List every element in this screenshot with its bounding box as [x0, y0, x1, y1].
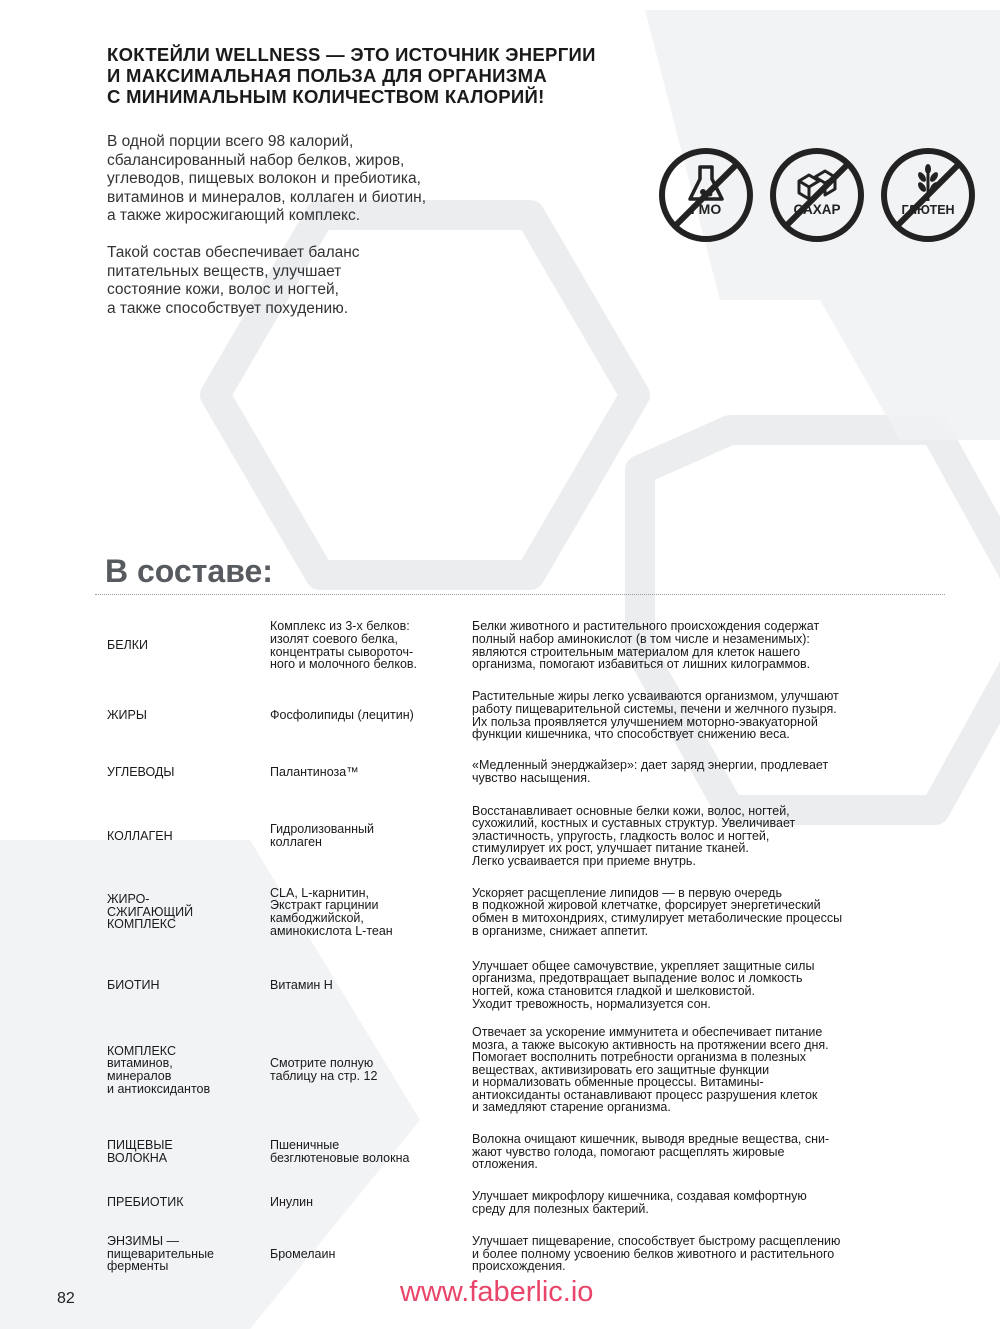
source-line: Палантиноза™ — [270, 764, 359, 779]
intro-line: углеводов, пищевых волокон и пребиотика, — [107, 170, 421, 188]
description-line: мозга, а также высокую активность на протяжении всего дня. — [472, 1037, 829, 1052]
ingredient-description — [472, 615, 942, 676]
intro-line: витаминов и минералов, коллаген и биотин, — [107, 188, 427, 206]
intro-paragraph-2 — [107, 244, 527, 318]
name-line: БИОТИН — [107, 977, 160, 992]
ingredient-name — [107, 882, 257, 942]
intro-line: состояние кожи, волос и ногтей, — [107, 281, 339, 299]
description-line: Волокна очищают кишечник, выводя вредные вещества, сни- — [472, 1132, 830, 1147]
ingredient-source — [270, 955, 460, 1015]
description-line: Отвечает за ускорение иммунитета и обеспечивает питание — [472, 1024, 823, 1039]
table-row — [0, 882, 1000, 942]
description-line: работу пищеварительной системы, печени и желчного пузыря. — [472, 701, 837, 716]
intro-line: питательных веществ, улучшает — [107, 262, 342, 280]
intro-line: а также способствует похудению. — [107, 299, 349, 317]
description-line: функции кишечника, что способствует снижению веса. — [472, 727, 790, 742]
name-line: ПРЕБИОТИК — [107, 1195, 184, 1210]
description-line: Ускоряет расщепление липидов — в первую очередь — [472, 885, 782, 900]
name-line: ВОЛОКНА — [107, 1151, 168, 1165]
ingredient-name — [107, 955, 257, 1015]
description-line: в подкожной жировой клетчатке, форсирует энергетический — [472, 898, 821, 913]
ingredient-name — [107, 1025, 257, 1115]
no-gluten-badge — [880, 147, 976, 243]
table-row — [0, 685, 1000, 746]
description-line: Улучшает пищеварение, способствует быстрому расщеплению — [472, 1234, 841, 1249]
heading-line-2: И МАКСИМАЛЬНАЯ ПОЛЬЗА ДЛЯ ОРГАНИЗМА — [107, 65, 548, 86]
description-line: антиоксиданты останавливают процесс разрушения клеток — [472, 1087, 818, 1102]
description-line: и более полному усвоению белков животного и растительного — [472, 1246, 835, 1261]
intro-line: а также жиросжигающий комплекс. — [107, 207, 361, 225]
name-line: минералов — [107, 1069, 172, 1083]
source-line: Витамин Н — [270, 977, 333, 992]
source-line: изолят соевого белка, — [270, 631, 398, 646]
ingredient-description — [472, 800, 942, 872]
name-line: БЕЛКИ — [107, 638, 149, 653]
table-row — [0, 1234, 1000, 1274]
name-line: ПИЩЕВЫЕ — [107, 1138, 173, 1153]
table-row — [0, 615, 1000, 676]
badge-label: ГМО — [690, 201, 722, 217]
table-row — [0, 757, 1000, 787]
description-line: Восстанавливает основные белки кожи, волос, ногтей, — [472, 803, 790, 818]
name-line: ферменты — [107, 1259, 169, 1274]
source-line: ного и молочного белков. — [270, 657, 418, 672]
table-row — [0, 1132, 1000, 1172]
no-sugar-badge — [769, 147, 865, 243]
intro-paragraph-1 — [107, 133, 527, 226]
description-line: эластичность, упругость, гладкость волос и ногтей, — [472, 828, 770, 843]
footer-url-link[interactable]: www.faberlic.io — [400, 1276, 594, 1308]
section-title: В составе: — [105, 553, 273, 589]
source-line: Пшеничные — [270, 1138, 340, 1153]
name-line: КОМПЛЕКС — [107, 917, 176, 932]
source-line: Бромелаин — [270, 1246, 336, 1261]
heading-line-3: С МИНИМАЛЬНЫМ КОЛИЧЕСТВОМ КАЛОРИЙ! — [107, 86, 545, 107]
source-line: Фосфолипиды (лецитин) — [270, 708, 414, 723]
ingredient-name — [107, 757, 257, 787]
description-line: Растительные жиры легко усваиваются организмом, улучшают — [472, 689, 839, 704]
name-line: КОЛЛАГЕН — [107, 828, 173, 843]
description-line: и замедляют старение организма. — [472, 1100, 671, 1115]
heading-line-1: КОКТЕЙЛИ WELLNESS — ЭТО ИСТОЧНИК ЭНЕРГИИ — [107, 44, 596, 65]
ingredient-description — [472, 955, 942, 1015]
ingredient-source — [270, 685, 460, 746]
source-line: концентраты сывороточ- — [270, 644, 414, 659]
ingredient-source — [270, 615, 460, 676]
table-row — [0, 1189, 1000, 1216]
intro-line: Такой состав обеспечивает баланс — [107, 244, 360, 261]
description-line: отложения. — [472, 1157, 538, 1172]
source-line: Комплекс из 3-х белков: — [270, 619, 410, 634]
badge-label: САХАР — [793, 202, 841, 217]
ingredient-source — [270, 882, 460, 942]
source-line: Экстракт гарцинии — [270, 898, 379, 913]
name-line: и антиоксидантов — [107, 1081, 211, 1096]
no-gmo-badge — [658, 147, 754, 243]
intro-line: сбалансированный набор белков, жиров, — [107, 151, 405, 169]
name-line: ЖИРО- — [107, 892, 150, 907]
table-row — [0, 800, 1000, 872]
name-line: ЖИРЫ — [107, 708, 147, 723]
name-line: КОМПЛЕКС — [107, 1043, 176, 1058]
ingredient-description — [472, 882, 942, 942]
source-line: безглютеновые волокна — [270, 1151, 410, 1165]
description-line: веществах, активизировать его защитные функции — [472, 1062, 770, 1077]
description-line: Белки животного и растительного происхождения содержат — [472, 619, 820, 634]
page-heading — [107, 44, 667, 107]
source-line: CLA, L-карнитин, — [270, 885, 369, 900]
description-line: жают чувство голода, помогают расщеплять жировые — [472, 1144, 785, 1159]
ingredient-name — [107, 615, 257, 676]
description-line: Уходит тревожность, нормализуется сон. — [472, 996, 711, 1011]
ingredient-source — [270, 1132, 460, 1172]
description-line: Легко усваивается при приеме внутрь. — [472, 853, 696, 868]
ingredient-source — [270, 1234, 460, 1274]
description-line: и нормализовать обменные процессы. Витамины- — [472, 1075, 764, 1090]
table-row — [0, 955, 1000, 1015]
table-row — [0, 1025, 1000, 1115]
description-line: организма, помогают избавиться от лишних килограммов. — [472, 657, 811, 672]
ingredient-name — [107, 1234, 257, 1274]
wheat-icon — [916, 164, 939, 201]
ingredient-source — [270, 1025, 460, 1115]
description-line: организма, предотвращает выпадение волос и ломкость — [472, 971, 803, 986]
description-line: происхождения. — [472, 1259, 566, 1274]
name-line: витаминов, — [107, 1056, 173, 1071]
description-line: обмен в митохондриях, стимулирует метаболические процессы — [472, 911, 843, 925]
description-line: Их польза проявляется улучшением моторно-эвакуаторной — [472, 714, 818, 729]
description-line: являются строительным материалом для клеток нашего — [472, 644, 801, 659]
ingredient-description — [472, 1189, 942, 1216]
ingredient-source — [270, 757, 460, 787]
source-line: Инулин — [270, 1195, 314, 1210]
ingredient-source — [270, 800, 460, 872]
ingredient-source — [270, 1189, 460, 1216]
ingredient-description — [472, 685, 942, 746]
description-line: сухожилий, костных и суставных структур. Увеличивает — [472, 816, 796, 831]
name-line: пищеварительные — [107, 1246, 215, 1261]
ingredient-name — [107, 1132, 257, 1172]
description-line: Улучшает общее самочувствие, укрепляет защитные силы — [472, 958, 815, 973]
description-line: чувство насыщения. — [472, 771, 591, 785]
divider — [95, 594, 945, 595]
ingredient-description — [472, 757, 942, 787]
ingredient-description — [472, 1234, 942, 1274]
ingredient-name — [107, 800, 257, 872]
source-line: коллаген — [270, 835, 322, 849]
ingredient-name — [107, 1189, 257, 1216]
description-line: среду для полезных бактерий. — [472, 1201, 649, 1216]
name-line: ЭНЗИМЫ — — [107, 1234, 179, 1249]
name-line: СЖИГАЮЩИЙ — [107, 904, 194, 919]
source-line: Смотрите полную — [270, 1056, 374, 1071]
description-line: Улучшает микрофлору кишечника, создавая комфортную — [472, 1188, 807, 1203]
source-line: камбоджийской, — [270, 911, 364, 925]
description-line: Помогает восполнить потребности организма в полезных — [472, 1050, 807, 1065]
source-line: аминокислота L-теан — [270, 923, 393, 938]
source-line: Гидролизованный — [270, 822, 375, 837]
source-line: таблицу на стр. 12 — [270, 1069, 378, 1083]
intro-line: В одной порции всего 98 калорий, — [107, 133, 354, 150]
ingredient-description — [472, 1025, 942, 1115]
badge-label: ГЛЮТЕН — [901, 203, 955, 217]
ingredient-description — [472, 1132, 942, 1172]
ingredient-name — [107, 685, 257, 746]
description-line: в организме, снижает аппетит. — [472, 923, 649, 938]
description-line: стимулирует их рост, улучшает питание тканей. — [472, 841, 749, 856]
description-line: полный набор аминокислот (в том числе и незаменимых): — [472, 631, 810, 646]
description-line: «Медленный энерджайзер»: дает заряд энергии, продлевает — [472, 758, 829, 773]
page-number: 82 — [57, 1290, 75, 1307]
description-line: ногтей, кожа становится гладкой и шелковистой. — [472, 984, 756, 998]
name-line: УГЛЕВОДЫ — [107, 764, 175, 779]
